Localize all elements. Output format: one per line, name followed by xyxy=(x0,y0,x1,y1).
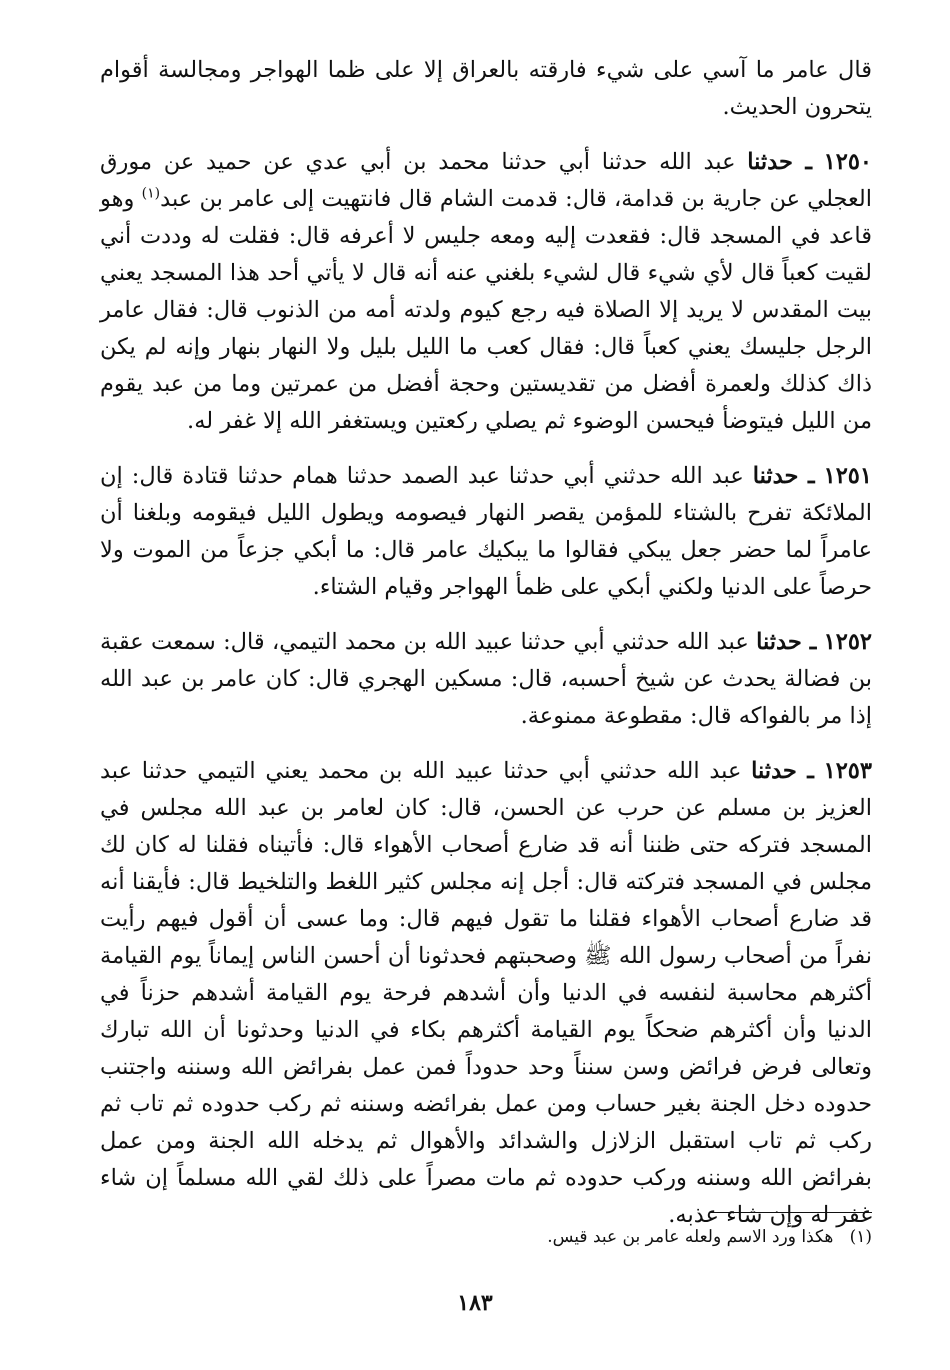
hadith-number: ١٢٥٣ xyxy=(823,758,872,784)
hadith-text-part1: عبد الله حدثنا أبي حدثنا محمد بن أبي عدي عن حميد عن مورق العجلي عن جارية بن قدامة، قال: قدمت الشام قال فانتهيت إلى عامر بن عبد xyxy=(100,149,872,212)
hadith-number: ١٢٥٢ xyxy=(823,629,873,655)
footnote-separator xyxy=(709,1212,872,1213)
page-body xyxy=(100,52,872,1252)
hadith-keyword: ـ حدثنا xyxy=(751,758,814,784)
hadith-text: عبد الله حدثني أبي حدثنا عبيد الله بن محمد التيمي، قال: سمعت عقبة بن فضالة يحدث عن شيخ أحسبه، قال: مسكين الهجري قال: كان عامر بن عبد الله إذا مر بالفواكه قال: مقطوعة ممنوعة. xyxy=(100,629,872,729)
hadith-text: عبد الله حدثني أبي حدثنا عبيد الله بن محمد يعني التيمي حدثنا عبد العزيز بن مسلم عن حرب عن الحسن، قال: كان لعامر بن عبد الله مجلس في المسجد فتركه حتى ظننا أنه قد ضارع أصحاب الأهواء قال: فأتيناه فقلنا له كان لك مجلس في المسجد فتركته قال: أجل إنه مجلس كثير اللغط والتلخيط قال: فأيقنا أنه قد ضارع أصحاب الأهواء فقلنا ما تقول فيهم قال: وما عسى أن أقول فيهم رأيت نفراً من أصحاب رسول الله ﷺ وصحبتهم فحدثونا أن أحسن الناس إيماناً يوم القيامة أكثرهم محاسبة لنفسه في الدنيا وأن أشدهم فرحة يوم القيامة أشدهم حزناً في الدنيا وأن أكثرهم ضحكاً يوم القيامة أكثرهم بكاء في الدنيا وحدثونا أن الله تبارك وتعالى فرض فرائض وسن سنناً وحد حدوداً فمن عمل بفرائض الله وسننه واجتنب حدوده دخل الجنة بغير حساب ومن عمل بفرائضه وسننه ثم ركب حدوده ثم تاب ثم ركب ثم تاب استقبل الزلازل والشدائد والأهوال ثم يدخله الله الجنة ومن عمل بفرائض الله وسننه وركب حدوده ثم مات مصراً على ذلك لقي الله مسلماً إن شاء غفر له وإن شاء عذبه. xyxy=(100,758,872,1228)
footnote xyxy=(547,1224,872,1250)
footnote-text: هكذا ورد الاسم ولعله عامر بن عبد قيس. xyxy=(547,1227,834,1247)
hadith-number: ١٢٥١ xyxy=(823,463,872,489)
hadith-number: ١٢٥٠ xyxy=(823,149,873,175)
paragraph-intro xyxy=(100,52,872,126)
hadith-1251 xyxy=(100,458,872,606)
hadith-keyword-text: حدثنا xyxy=(752,463,799,489)
hadith-text-part2: وهو قاعد في المسجد قال: فقعدت إليه ومعه جليس لا أعرفه قال: فقلت له وددت أني لقيت كعباً قال لأي شيء قال لشيء بلغني عنه أنه قال لا يأتي أحد هذا المسجد يعني بيت المقدس لا يريد إلا الصلاة فيه رجع كيوم ولدته أمه من الذنوب قال: فقال عامر الرجل جليسك يعني كعباً قال: فقال كعب ما الليل بليل ولا النهار بنهار وإنه لم يكن ذاك كذلك ولعمرة أفضل من تقديستين وحجة أفضل من عمرتين وما من عبد يقوم من الليل فيتوضأ فيحسن الوضوء ثم يصلي ركعتين ويستغفر الله إلا غفر له. xyxy=(100,186,872,434)
page-number: ١٨٣ xyxy=(457,1290,493,1316)
footnote-marker: (١) xyxy=(849,1227,872,1247)
hadith-text: عبد الله حدثني أبي حدثنا عبد الصمد حدثنا همام حدثنا قتادة قال: إن الملائكة تفرح بالشتاء للمؤمن يقصر النهار فيصومه ويطول الليل فيقومه وبلغنا أن عامراً لما حضر جعل يبكي فقالوا ما يبكيك عامر قال: ما أبكي جزعاً من الموت ولا حرصاً على الدنيا ولكني أبكي على ظمأ الهواجر وقيام الشتاء. xyxy=(100,463,872,600)
hadith-keyword: ـ حدثنا xyxy=(756,629,817,655)
footnote-reference[interactable]: (١) xyxy=(141,185,161,202)
hadith-keyword: ـ حدثنا xyxy=(747,149,812,175)
hadith-keyword-text: حدثنا xyxy=(747,149,793,175)
paragraph-text: قال عامر ما آسي على شيء فارقته بالعراق إلا على ظما الهواجر ومجالسة أقوام يتحرون الحديث. xyxy=(100,57,872,120)
hadith-1253 xyxy=(100,753,872,1234)
hadith-1252 xyxy=(100,624,872,735)
hadith-keyword-text: حدثنا xyxy=(751,758,797,784)
hadith-keyword-text: حدثنا xyxy=(756,629,802,655)
hadith-keyword: ـ حدثنا xyxy=(752,463,815,489)
hadith-1250 xyxy=(100,144,872,440)
